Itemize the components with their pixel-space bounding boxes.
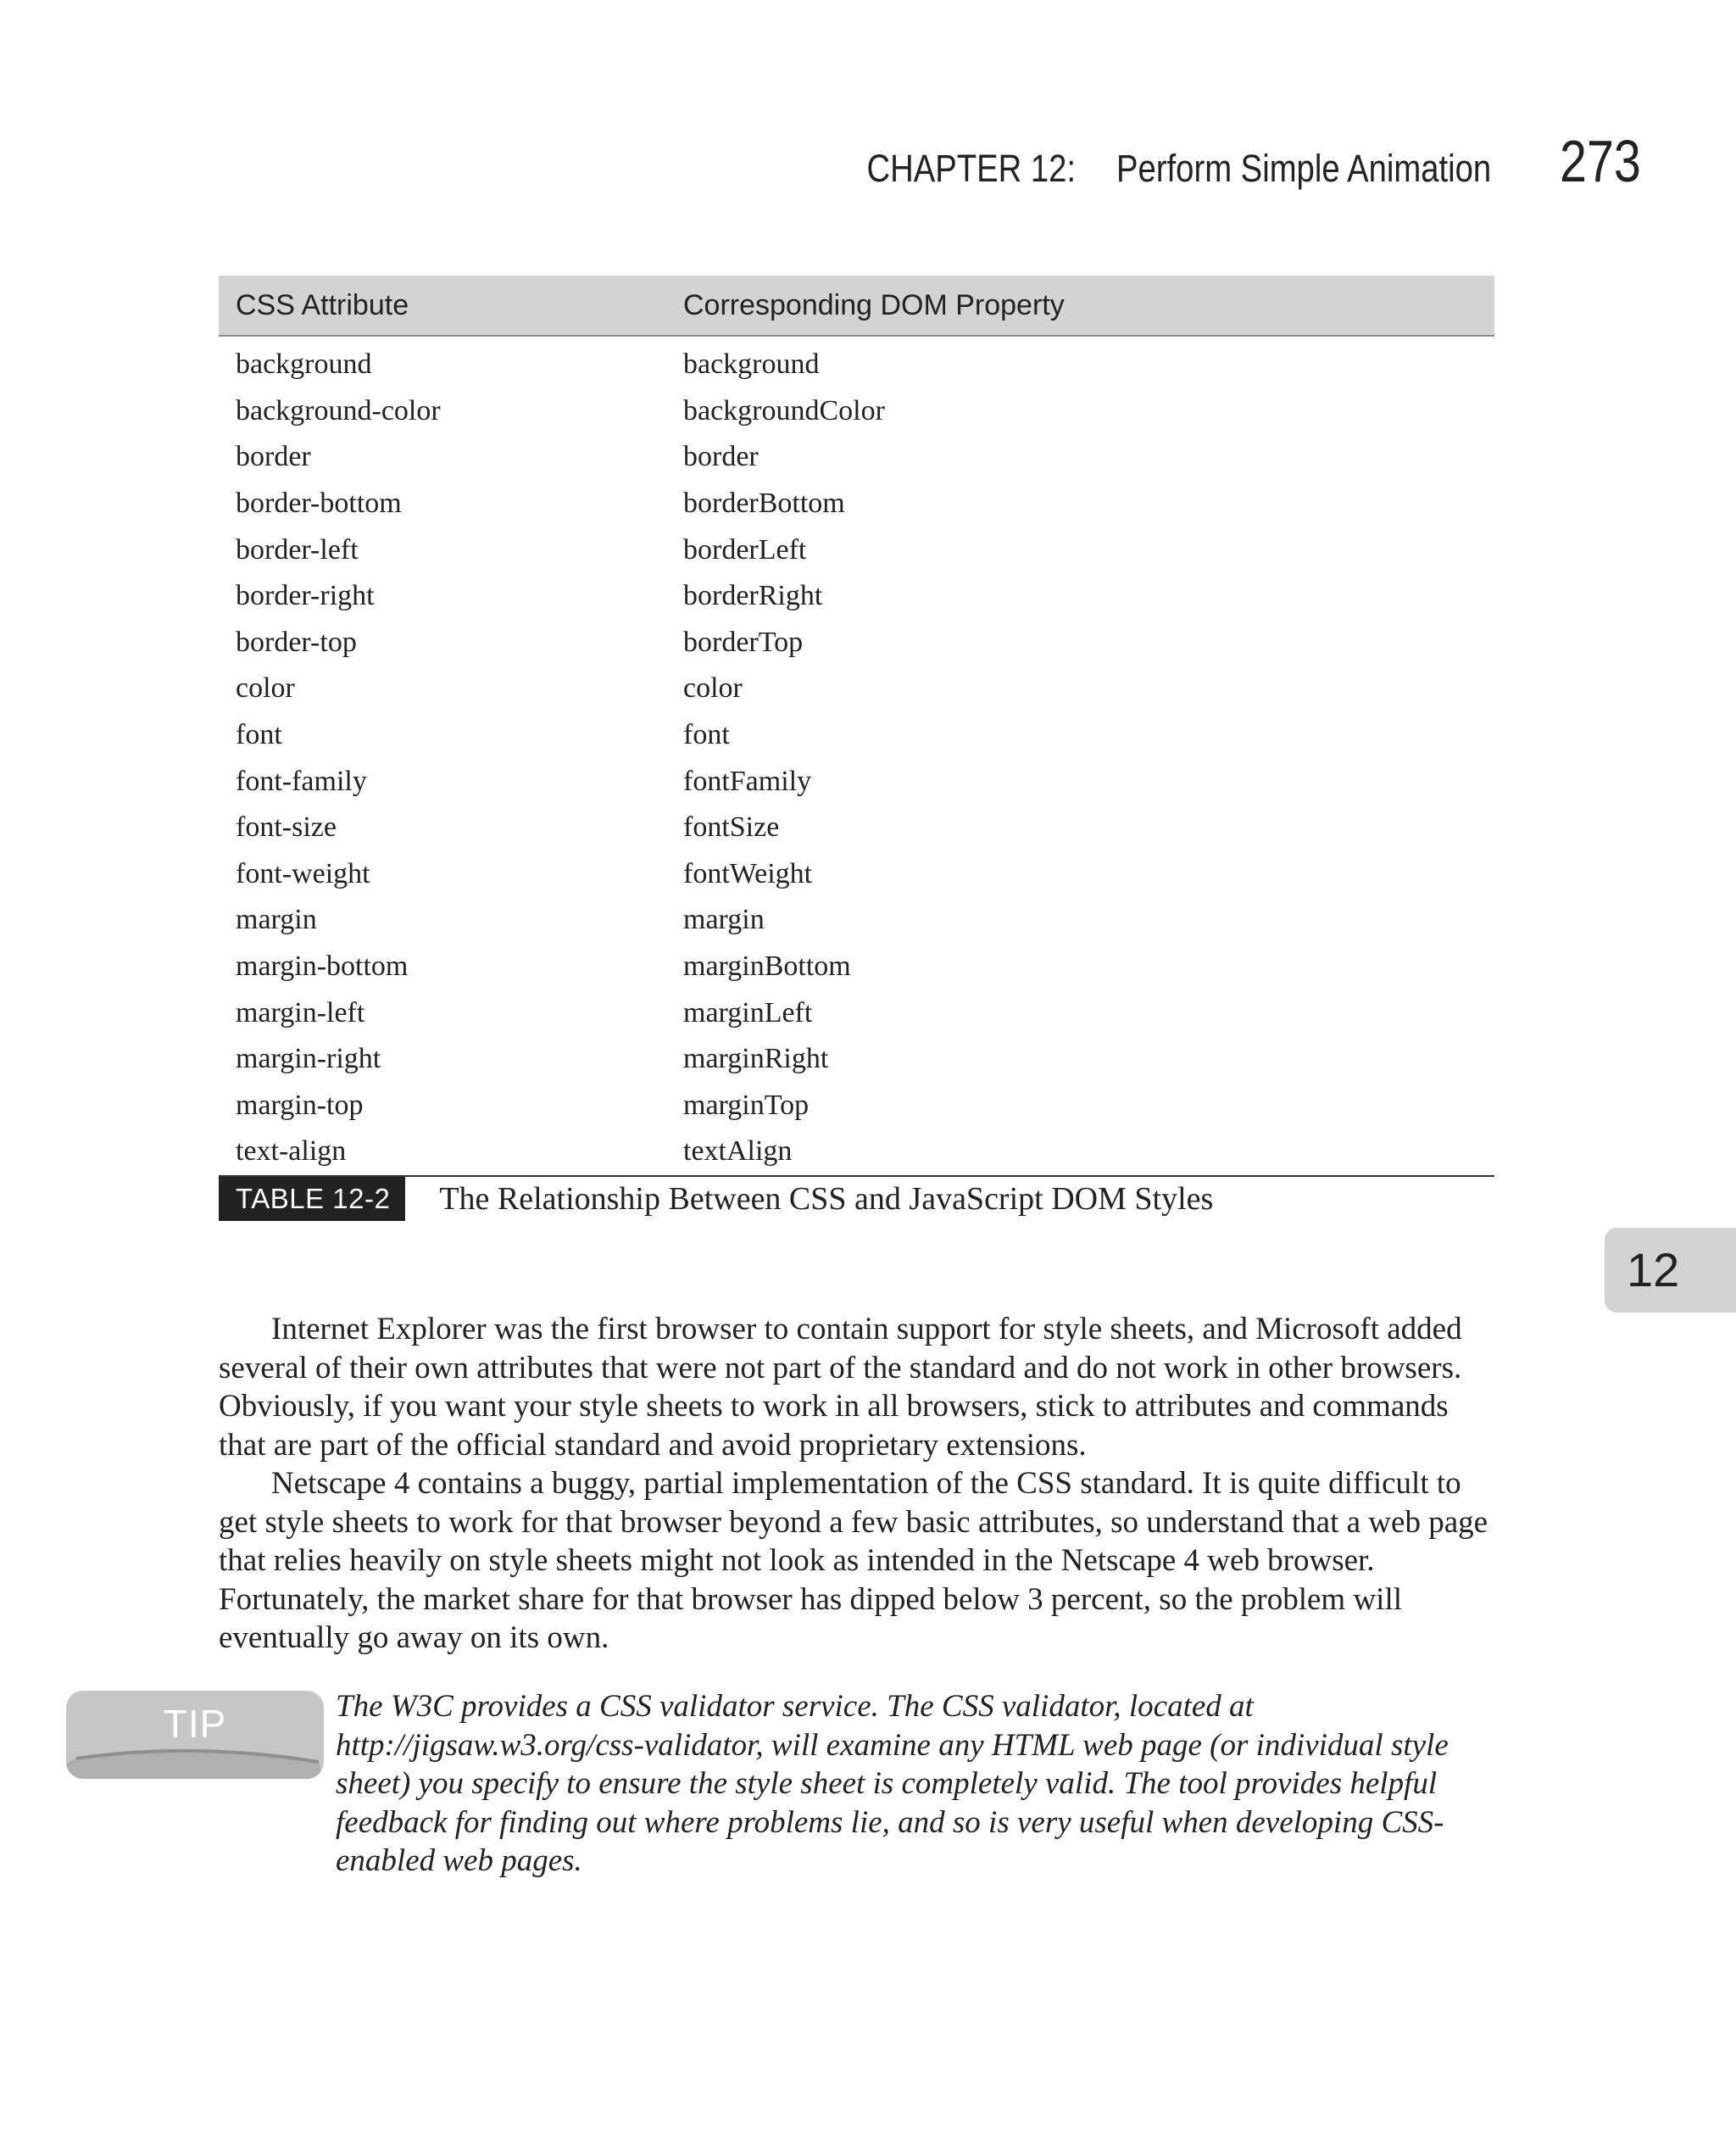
dom-property-cell: fontFamily: [683, 765, 812, 797]
table-row: [219, 620, 1494, 666]
body-text: [219, 1310, 1499, 1658]
dom-property-cell: margin: [683, 904, 765, 936]
dom-property-cell: borderRight: [683, 580, 823, 612]
css-attribute-cell: border: [236, 441, 311, 473]
tip-text: The W3C provides a CSS validator service. The CSS validator, located at http://jigsaw.w3.org/css-validator, will examine any HTML web page (or individual style sheet) you specify to ensure the style sheet is completely valid. The tool provides helpful feedback for finding out where problems lie, and so is very useful when developing CSS-enabled web pages.: [336, 1689, 1449, 1878]
table-header-row: [219, 276, 1494, 336]
dom-property-cell: textAlign: [666, 1129, 1494, 1176]
table-row: [219, 712, 1494, 759]
tip-badge: [66, 1691, 324, 1779]
dom-property-cell: background: [683, 348, 820, 381]
table-row: [219, 1129, 1494, 1176]
table-row: [219, 527, 1494, 573]
table-row: [219, 897, 1494, 944]
table-row: [219, 573, 1494, 620]
paragraph: Internet Explorer was the first browser to contain support for style sheets, and Microsoft added several of their own attributes that were not part of the standard and do not work in other browsers. Obviously, if you want your style sheets to work in all browsers, stick to attributes and commands that are part of the official standard and avoid proprietary extensions.: [219, 1312, 1462, 1463]
css-attribute-cell: background: [236, 348, 372, 381]
css-attribute-cell: background-color: [236, 394, 441, 426]
css-attribute-cell: border-bottom: [236, 488, 402, 520]
table-row: [219, 1083, 1494, 1129]
css-attribute-cell: font-size: [236, 811, 337, 844]
css-attribute-cell: color: [236, 672, 295, 705]
table-caption-text: The Relationship Between CSS and JavaScript DOM Styles: [439, 1180, 1214, 1217]
dom-property-cell: border: [683, 441, 759, 473]
chapter-thumb-tab: 12: [1605, 1228, 1736, 1313]
dom-property-cell: font: [683, 719, 730, 751]
dom-property-cell: fontWeight: [683, 857, 813, 889]
table-row: [219, 1036, 1494, 1083]
css-attribute-cell: margin-right: [236, 1043, 381, 1075]
paragraph: Netscape 4 contains a buggy, partial implementation of the CSS standard. It is quite difficult to get style sheets to work for that browser beyond a few basic attributes, so understand that a web page that relies heavily on style sheets might not look as intended in the Netscape 4 web browser. Fortunately, the market share for that browser has dipped below 3 percent, so the problem will eventually go away on its own.: [219, 1466, 1488, 1655]
css-dom-table: [219, 276, 1494, 1177]
table-row: [219, 336, 1494, 388]
dom-property-cell: fontSize: [683, 811, 780, 844]
css-attribute-cell: text-align: [219, 1129, 666, 1176]
column-header-dom-property: Corresponding DOM Property: [666, 276, 1494, 336]
css-attribute-cell: margin-top: [236, 1089, 364, 1121]
dom-property-cell: marginLeft: [683, 996, 813, 1028]
table-row: [219, 851, 1494, 898]
css-attribute-cell: border-top: [236, 626, 357, 658]
css-attribute-cell: font-weight: [236, 857, 370, 889]
dom-property-cell: color: [683, 672, 743, 705]
css-attribute-cell: border-right: [236, 580, 375, 612]
css-attribute-cell: border-left: [236, 533, 359, 566]
dom-property-cell: borderBottom: [683, 488, 845, 520]
css-attribute-cell: margin-bottom: [236, 950, 409, 983]
dom-property-cell: backgroundColor: [683, 394, 885, 426]
table-12-2: [219, 276, 1494, 1221]
table-row: [219, 989, 1494, 1036]
dom-property-cell: borderTop: [683, 626, 804, 658]
column-header-css-attribute: CSS Attribute: [219, 276, 666, 336]
chapter-title: Perform Simple Animation: [1116, 147, 1492, 190]
table-row: [219, 434, 1494, 481]
tip-label: TIP: [163, 1702, 227, 1746]
table-row: [219, 388, 1494, 435]
table-caption-label: TABLE 12-2: [219, 1177, 405, 1221]
table-row: [219, 805, 1494, 851]
css-attribute-cell: margin-left: [236, 996, 365, 1028]
dom-property-cell: marginTop: [683, 1089, 810, 1121]
dom-property-cell: marginRight: [683, 1043, 829, 1075]
dom-property-cell: marginBottom: [683, 950, 851, 983]
table-caption: [219, 1177, 1494, 1221]
running-header: [830, 127, 1641, 195]
dom-property-cell: borderLeft: [683, 533, 807, 566]
css-attribute-cell: margin: [236, 904, 317, 936]
css-attribute-cell: font: [236, 719, 282, 751]
table-row: [219, 666, 1494, 712]
table-body: [219, 336, 1494, 1176]
table-row: [219, 944, 1494, 990]
table-row: [219, 758, 1494, 805]
css-attribute-cell: font-family: [236, 765, 367, 797]
page-number: 273: [1560, 128, 1641, 194]
table-row: [219, 481, 1494, 527]
chapter-label: CHAPTER 12:: [866, 147, 1076, 190]
